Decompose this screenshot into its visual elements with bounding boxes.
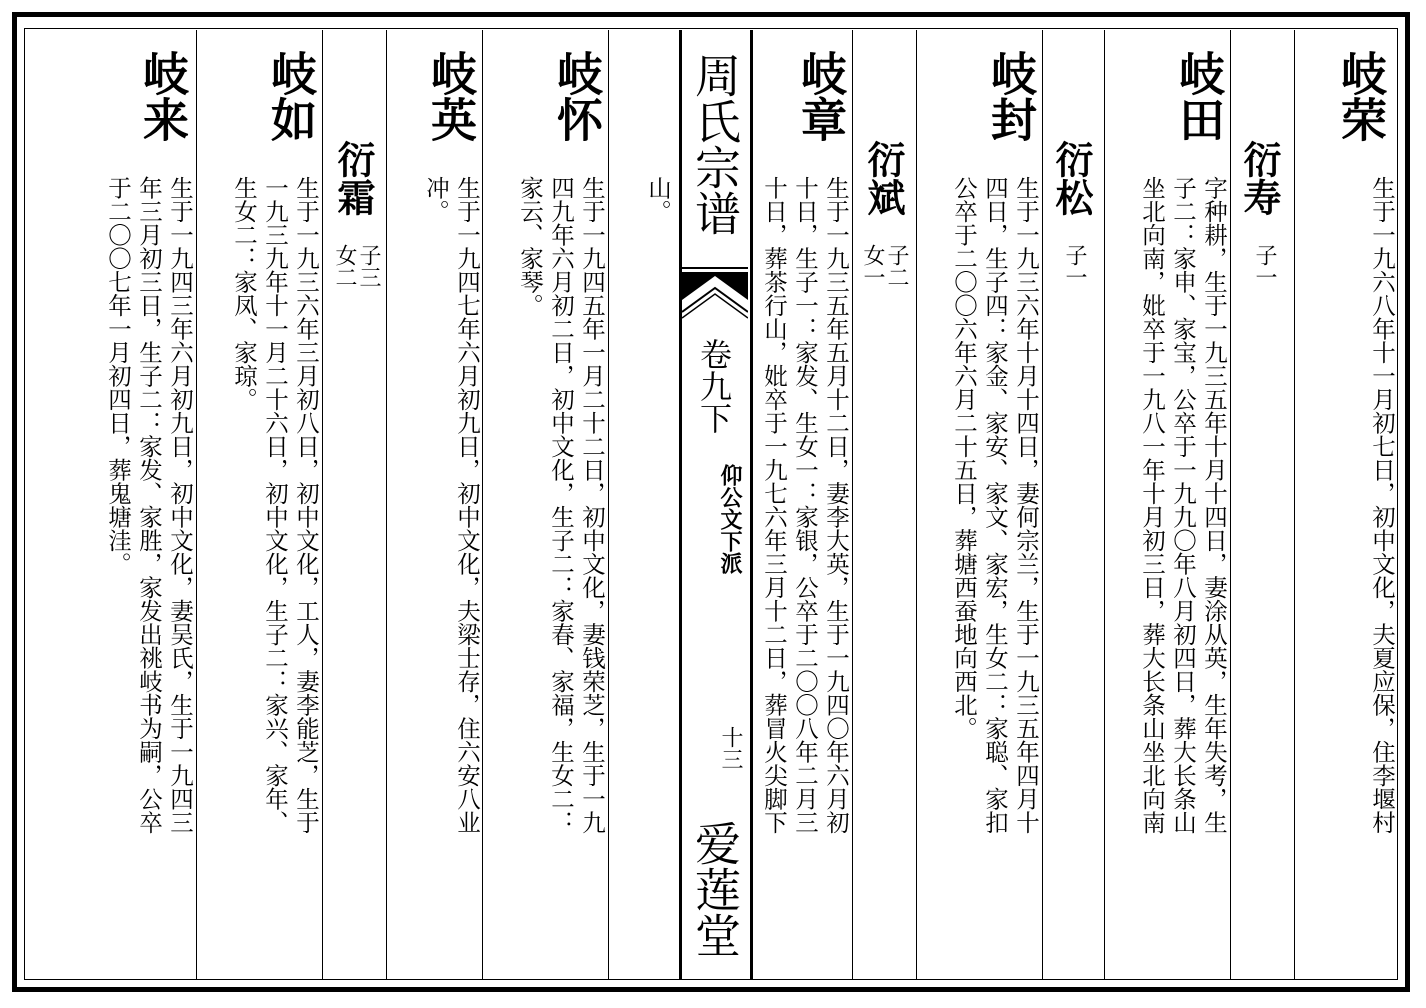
person-name: 岐章 [794,50,848,142]
person-biography: 字种耕，生于一九三五年十月十四日，妻涂从英，生年失考，生 子二：家申、家宝，公卒于一九九〇年八月初四日，葬大长条山 坐北向南，妣卒于一九八一年十月初三日，葬大长条山坐北向南 [1138,176,1228,834]
column-divider [608,30,609,980]
person-biography: 生于一九六八年十一月初七日，初中文化，夫夏应保，住李堰村 [1368,176,1396,834]
person-biography: 生于一九三六年十月十四日，妻何宗兰，生于一九三五年四月十 四日，生子四：家金、家安、家文、家宏，生女二：家聪、家扣 公卒于二〇〇六年六月二十五日，葬塘西蚕地向西北。 [950,176,1040,834]
branch-label: 仰公文下派 [717,464,743,574]
column-divider [1294,30,1295,980]
column-divider [386,30,387,980]
genealogy-title: 周氏宗谱 [688,52,742,236]
continued-text: 山。 [644,176,672,223]
person-name: 岐来 [136,50,190,142]
person-name: 岐如 [264,50,318,142]
generation-name: 衍松 [1049,140,1094,216]
children-count: 子一 [1252,244,1277,288]
person-biography: 生于一九三五年五月十二日，妻李大英，生于一九四〇年六月初 十日，生子一：家发、生女一：家银，公卒于二〇〇八年二月三 十日，葬茶行山，妣卒于一九七六年三月十二日，葬冒火尖脚下 [760,176,850,834]
person-name: 岐英 [424,50,478,142]
column-divider [196,30,197,980]
column-divider [852,30,853,980]
person-name: 岐怀 [550,50,604,142]
generation-name: 衍寿 [1237,140,1282,216]
column-divider [1042,30,1043,980]
person-name: 岐封 [984,50,1038,142]
person-biography: 生于一九三六年三月初八日，初中文化，工人，妻李能芝，生于 一九三九年十一月二十六日，初中文化，生子二：家兴、家年、 生女二：家凤、家琼。 [230,176,320,834]
hall-name: 爱莲堂 [688,820,742,958]
person-biography: 生于一九四五年一月二十二日，初中文化，妻钱荣芝，生于一九 四九年六月初二日，初中文化，生子二：家春、家福，生女二： 家云、家琴。 [516,176,606,834]
column-divider [1104,30,1105,980]
center-column-border-left [679,30,682,980]
page-number: 十三 [718,726,743,770]
generation-name: 衍斌 [861,140,906,216]
children-count: 子二 女一 [860,244,909,288]
fish-tail-ornament [682,266,748,328]
generation-name: 衍霜 [331,140,376,216]
children-count: 子一 [1062,244,1087,288]
person-name: 岐田 [1172,50,1226,142]
column-divider [322,30,323,980]
center-column-border-right [750,30,753,980]
column-divider [916,30,917,980]
person-biography: 生于一九四三年六月初九日，初中文化，妻吴氏，生于一九四三 年三月初三日，生子二：家发、家胜，家发出祧岐书为嗣，公卒 于二〇〇七年一月初四日，葬鬼塘洼。 [104,176,194,834]
children-count: 子三 女二 [332,244,381,288]
column-divider [1230,30,1231,980]
volume-label: 卷九下 [695,338,733,434]
column-divider [482,30,483,980]
person-biography: 生于一九四七年六月初九日，初中文化，夫梁士存，住六安八业 冲。 [422,176,481,834]
person-name: 岐荣 [1334,50,1388,142]
